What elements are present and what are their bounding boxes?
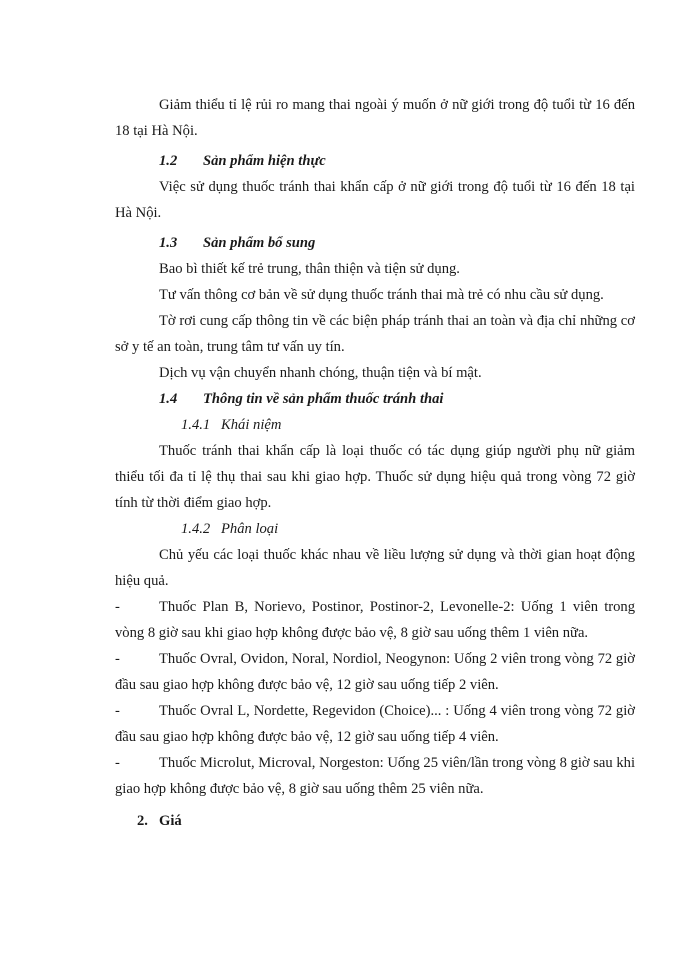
bullet-dash: - — [115, 599, 120, 615]
section-title: Thông tin về sản phẩm thuốc tránh thai — [203, 391, 444, 407]
list-item-text: Thuốc Ovral L, Nordette, Regevidon (Choice)... : Uống 4 viên trong vòng 72 giờ đầu sau giao hợp không được bảo vệ, 12 giờ sau uống tiếp 4 viên. — [115, 703, 635, 745]
section-1-4-heading — [159, 386, 635, 412]
section-1-3-heading — [159, 230, 635, 256]
section-1-3-paragraph-1: Bao bì thiết kế trẻ trung, thân thiện và tiện sử dụng. — [159, 261, 460, 277]
bullet-dash: - — [115, 651, 120, 667]
section-1-4-1-heading — [181, 412, 635, 438]
section-title: Giá — [159, 813, 182, 829]
section-1-3-paragraph-3: Tờ rơi cung cấp thông tin về các biện pháp tránh thai an toàn và địa chỉ những cơ sở y tế an toàn, trung tâm tư vấn uy tín. — [115, 313, 635, 355]
section-number: 1.2 — [159, 153, 178, 169]
section-1-4-2-paragraph: Chủ yếu các loại thuốc khác nhau về liều lượng sử dụng và thời gian hoạt động hiệu quả. — [115, 547, 635, 589]
list-item-text: Thuốc Microlut, Microval, Norgeston: Uống 25 viên/lần trong vòng 8 giờ sau khi giao hợp không được bảo vệ, 8 giờ sau uống thêm 25 viên nữa. — [115, 755, 636, 797]
intro-paragraph: Giảm thiểu tỉ lệ rủi ro mang thai ngoài ý muốn ở nữ giới trong độ tuổi từ 16 đến 18 tại Hà Nội. — [115, 97, 635, 139]
section-1-3-paragraph-4: Dịch vụ vận chuyển nhanh chóng, thuận tiện và bí mật. — [159, 365, 482, 381]
section-1-2-heading — [159, 148, 635, 174]
section-number: 1.4 — [159, 391, 178, 407]
subsection-number: 1.4.1 — [181, 417, 211, 433]
subsection-title: Phân loại — [221, 521, 279, 537]
subsection-title: Khái niệm — [221, 417, 282, 433]
section-number: 2. — [137, 813, 148, 829]
list-item — [115, 698, 635, 750]
list-item — [115, 646, 635, 698]
section-1-2-paragraph: Việc sử dụng thuốc tránh thai khẩn cấp ở nữ giới trong độ tuổi từ 16 đến 18 tại Hà Nội. — [115, 179, 635, 221]
section-title: Sản phẩm bổ sung — [203, 235, 316, 251]
list-item-text: Thuốc Plan B, Norievo, Postinor, Postinor-2, Levonelle-2: Uống 1 viên trong vòng 8 giờ sau khi giao hợp không được bảo vệ, 8 giờ sau uống thêm 1 viên nữa. — [115, 599, 635, 641]
section-title: Sản phẩm hiện thực — [203, 153, 326, 169]
document-page — [115, 92, 635, 834]
section-1-4-1-paragraph: Thuốc tránh thai khẩn cấp là loại thuốc có tác dụng giúp người phụ nữ giảm thiểu tối đa tỉ lệ thụ thai sau khi giao hợp. Thuốc sử dụng hiệu quả trong vòng 72 giờ tính từ thời điểm giao hợp. — [115, 443, 635, 511]
subsection-number: 1.4.2 — [181, 521, 211, 537]
section-2-heading — [137, 808, 635, 834]
section-1-3-paragraph-2: Tư vấn thông cơ bản về sử dụng thuốc tránh thai mà trẻ có nhu cầu sử dụng. — [159, 287, 604, 303]
list-item — [115, 750, 635, 802]
list-item — [115, 594, 635, 646]
section-number: 1.3 — [159, 235, 178, 251]
bullet-dash: - — [115, 703, 120, 719]
list-item-text: Thuốc Ovral, Ovidon, Noral, Nordiol, Neogynon: Uống 2 viên trong vòng 72 giờ đầu sau giao hợp không được bảo vệ, 12 giờ sau uống tiếp 2 viên. — [115, 651, 635, 693]
section-1-4-2-heading — [181, 516, 635, 542]
bullet-dash: - — [115, 755, 120, 771]
